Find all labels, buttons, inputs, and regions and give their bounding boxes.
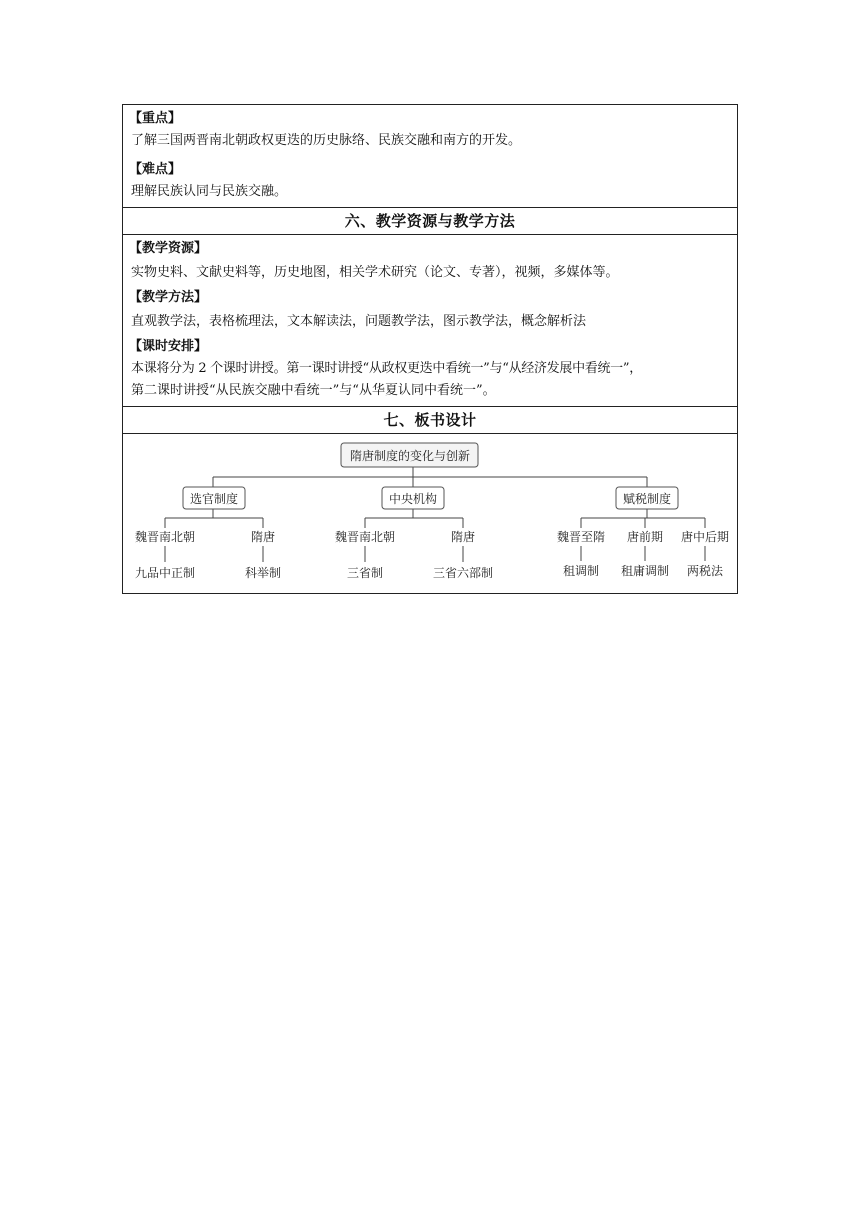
- root-node-label: 隋唐制度的变化与创新: [349, 449, 471, 463]
- key-points-cell: [123, 105, 737, 208]
- lesson-plan-table: [122, 104, 738, 594]
- period-label: 唐前期: [626, 530, 664, 544]
- branch-label-tax: 赋税制度: [622, 492, 672, 506]
- resources-text: 实物史料、文献史料等，历史地图，相关学术研究（论文、专著），视频，多媒体等。: [131, 265, 619, 280]
- period-label: 唐中后期: [680, 530, 730, 544]
- system-label: 九品中正制: [134, 566, 196, 580]
- key-point-label: 【重点】: [129, 111, 182, 126]
- period-label: 隋唐: [250, 530, 276, 544]
- branch-node-tax: [616, 487, 678, 509]
- system-label: 科举制: [244, 566, 282, 580]
- key-point-text: 了解三国两晋南北朝政权更迭的历史脉络、民族交融和南方的开发。: [131, 133, 522, 148]
- difficulty-label: 【难点】: [129, 162, 182, 177]
- branch-label-selection: 选官制度: [189, 492, 239, 506]
- difficulty-text: 理解民族认同与民族交融。: [131, 184, 288, 199]
- board-design-cell: [123, 434, 737, 593]
- system-label: 三省六部制: [432, 566, 494, 580]
- system-label: 租调制: [562, 564, 600, 578]
- branch-node-selection: [183, 487, 245, 509]
- period-label: 魏晋南北朝: [134, 530, 196, 544]
- board-design-header: 七、板书设计: [123, 407, 737, 434]
- root-node: [341, 443, 478, 467]
- methods-text: 直观教学法，表格梳理法，文本解读法，问题教学法，图示教学法，概念解析法: [131, 314, 587, 329]
- board-diagram: [123, 434, 737, 593]
- period-label: 魏晋至隋: [556, 530, 606, 544]
- period-label: 隋唐: [450, 530, 476, 544]
- resources-label: 【教学资源】: [129, 241, 208, 256]
- schedule-text-line-1: 本课将分为 2 个课时讲授。第一课时讲授“从政权更迭中看统一”与“从经济发展中看统一”，: [131, 361, 642, 376]
- resources-methods-header: 六、教学资源与教学方法: [123, 208, 737, 235]
- leaf-labels: [135, 529, 729, 580]
- system-label: 租庸调制: [620, 564, 670, 578]
- system-label: 三省制: [346, 566, 384, 580]
- period-label: 魏晋南北朝: [334, 530, 396, 544]
- methods-label: 【教学方法】: [129, 290, 208, 305]
- schedule-label: 【课时安排】: [129, 339, 208, 354]
- schedule-text-line-2: 第二课时讲授“从民族交融中看统一”与“从华夏认同中看统一”。: [131, 383, 496, 398]
- resources-methods-cell: [123, 235, 737, 407]
- branch-node-central: [382, 487, 444, 509]
- system-label: 两税法: [686, 564, 724, 578]
- diagram-connectors: [165, 467, 705, 562]
- branch-label-central: 中央机构: [388, 492, 438, 506]
